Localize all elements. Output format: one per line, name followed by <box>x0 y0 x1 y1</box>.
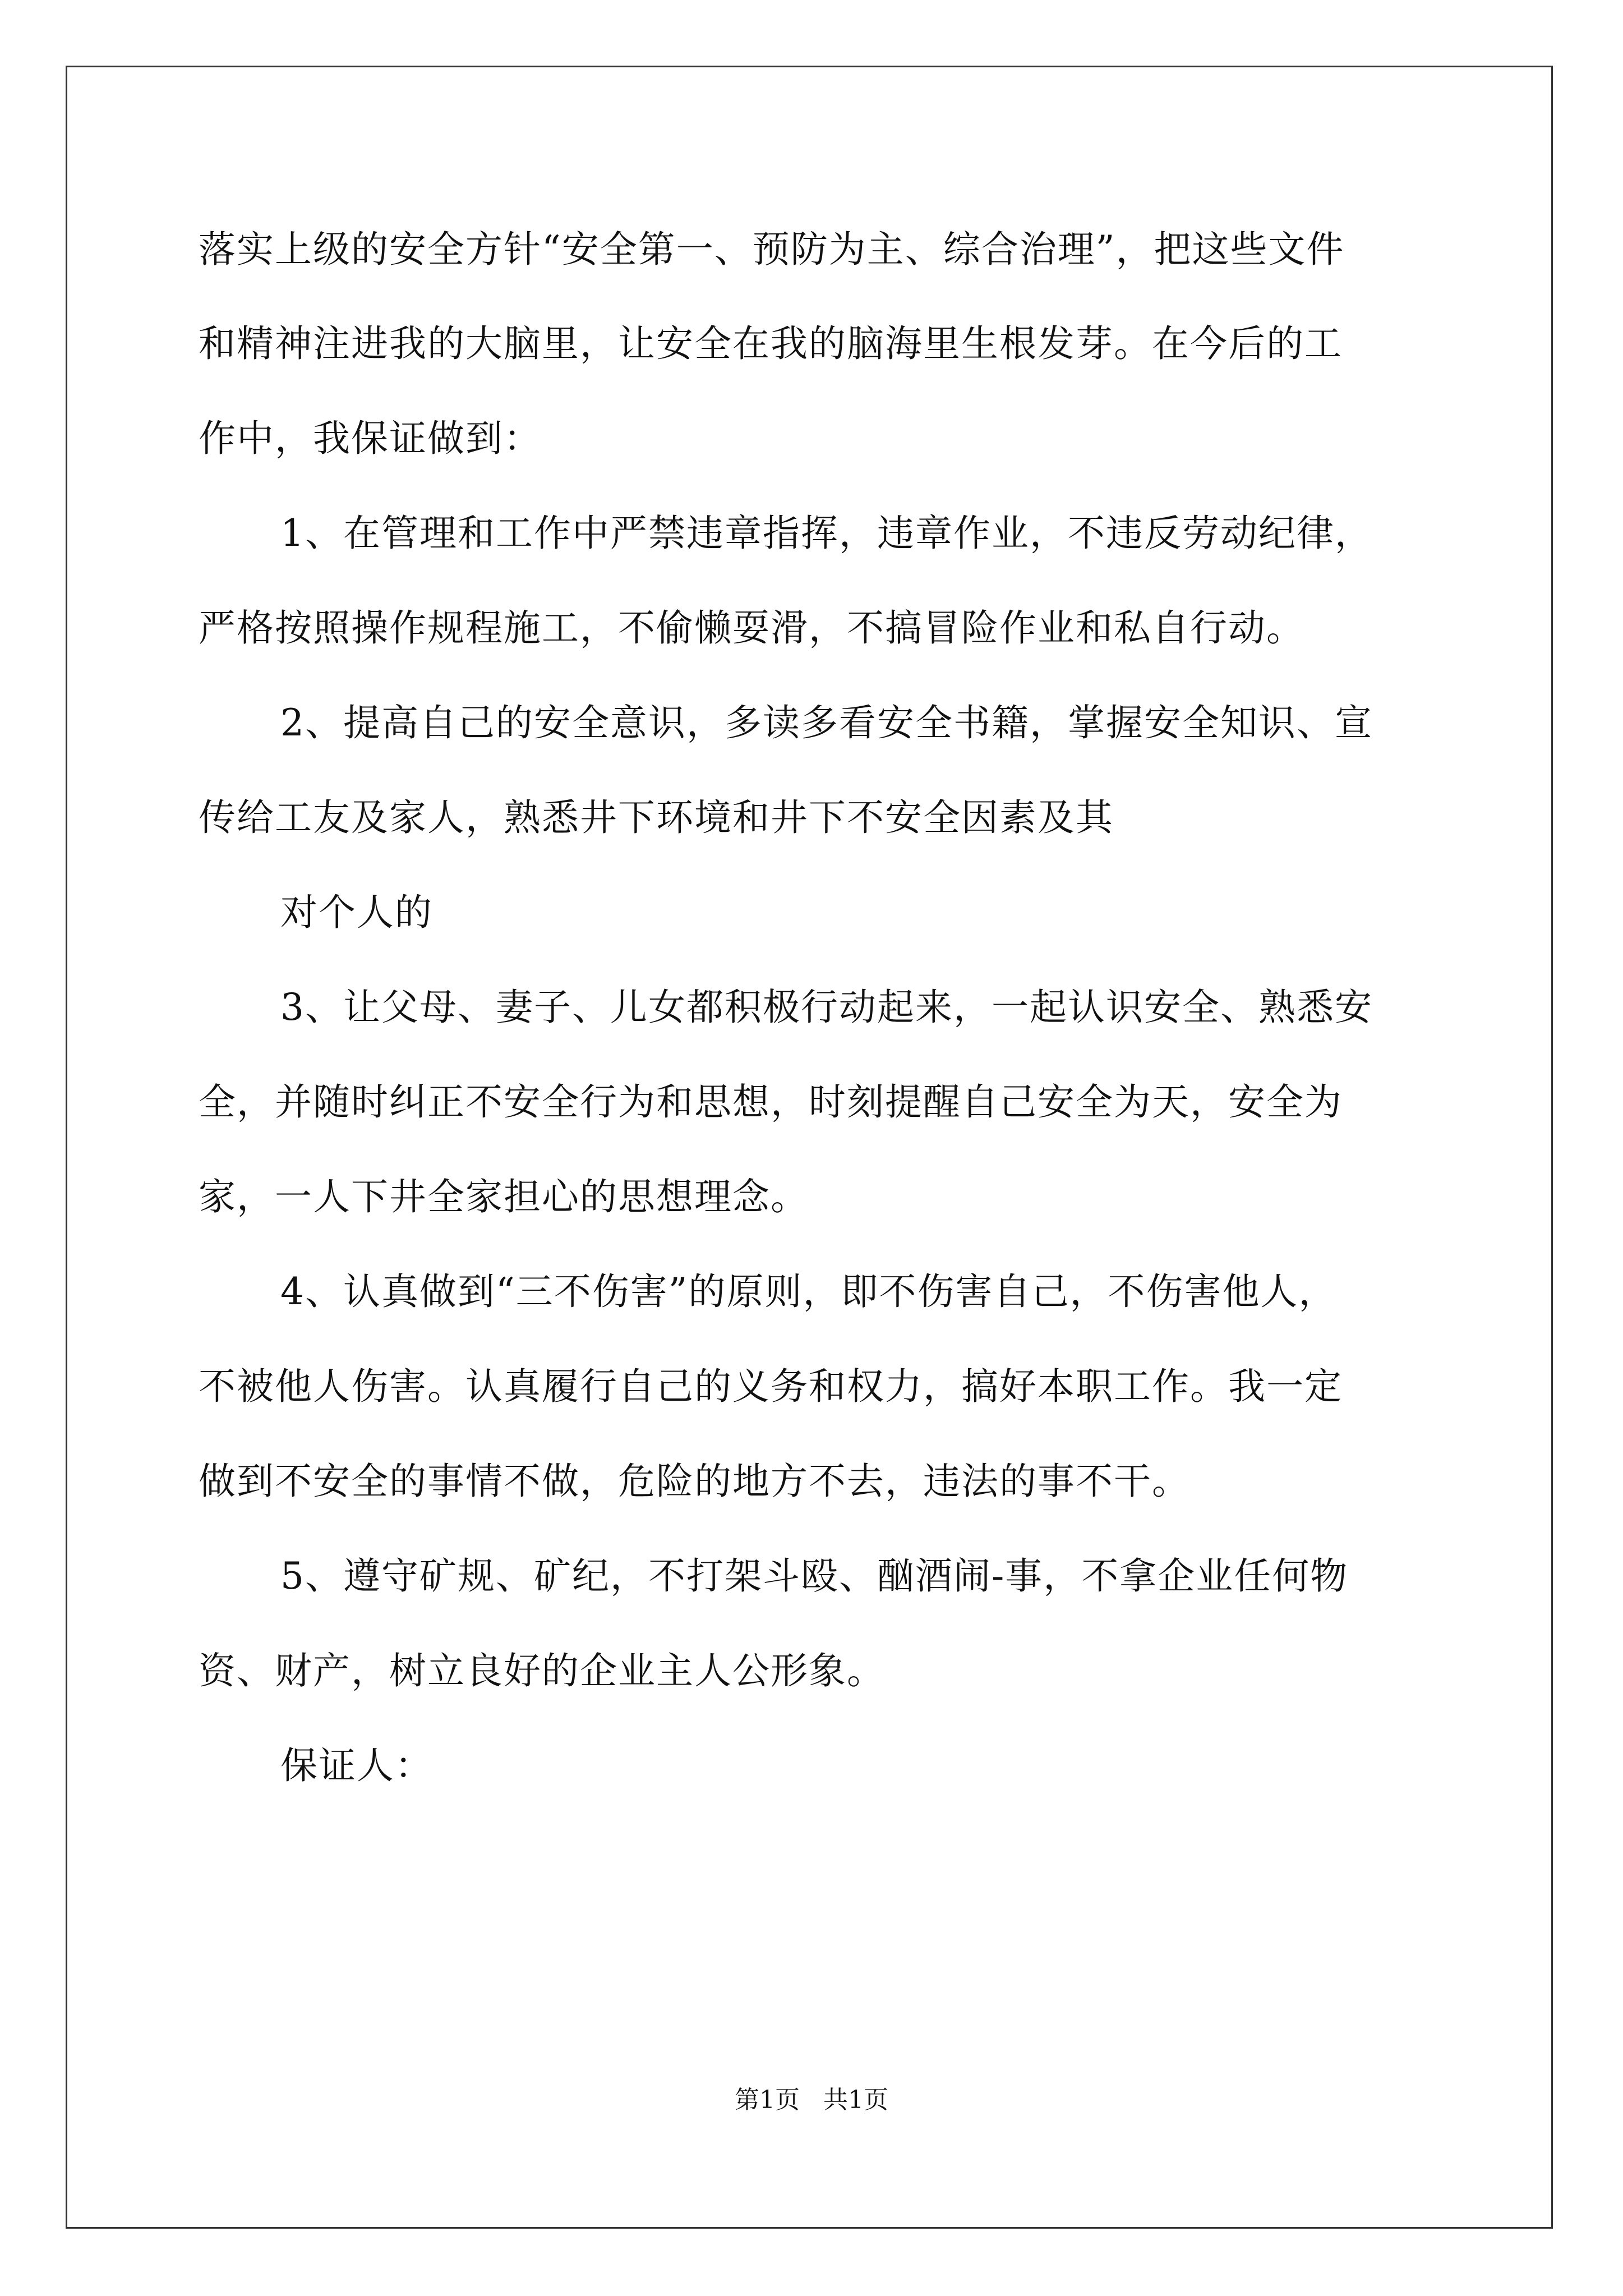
item-4-line-1: 4、认真做到“三不伤害”的原则，即不伤害自己，不伤害他人， <box>280 1270 1337 1313</box>
item-4-line-2: 不被他人伤害。认真履行自己的义务和权力，搞好本职工作。我一定 <box>199 1365 1343 1408</box>
body-line-1: 落实上级的安全方针“安全第一、预防为主、综合治理”，把这些文件 <box>199 228 1345 271</box>
body-line-2: 和精神注进我的大脑里，让安全在我的脑海里生根发芽。在今后的工 <box>199 322 1343 365</box>
item-1-line-2: 严格按照操作规程施工，不偷懒耍滑，不搞冒险作业和私自行动。 <box>199 606 1304 650</box>
item-2-fragment: 对个人的 <box>280 891 433 934</box>
item-4-line-3: 做到不安全的事情不做，危险的地方不去，违法的事不干。 <box>199 1460 1190 1503</box>
item-2-line-2: 传给工友及家人，熟悉井下环境和井下不安全因素及其 <box>199 796 1114 839</box>
item-5-line-1: 5、遵守矿规、矿纪，不打架斗殴、酗酒闹-事，不拿企业任何物 <box>280 1554 1349 1598</box>
page-footer <box>0 2085 1623 2116</box>
item-2-line-1: 2、提高自己的安全意识，多读多看安全书籍，掌握安全知识、宣 <box>280 701 1373 744</box>
page-total: 共1页 <box>823 2086 888 2114</box>
body-line-3: 作中，我保证做到： <box>199 417 542 460</box>
item-1-line-1: 1、在管理和工作中严禁违章指挥，违章作业，不违反劳动纪律， <box>280 512 1373 555</box>
item-5-line-2: 资、财产，树立良好的企业主人公形象。 <box>199 1649 885 1692</box>
signature-label: 保证人： <box>280 1744 433 1787</box>
page-current: 第1页 <box>735 2086 800 2114</box>
page-border <box>66 66 1553 2229</box>
item-3-line-2: 全，并随时纠正不安全行为和思想，时刻提醒自己安全为天，安全为 <box>199 1080 1343 1124</box>
item-3-line-3: 家，一人下井全家担心的思想理念。 <box>199 1175 809 1218</box>
item-3-line-1: 3、让父母、妻子、儿女都积极行动起来，一起认识安全、熟悉安 <box>280 986 1373 1029</box>
